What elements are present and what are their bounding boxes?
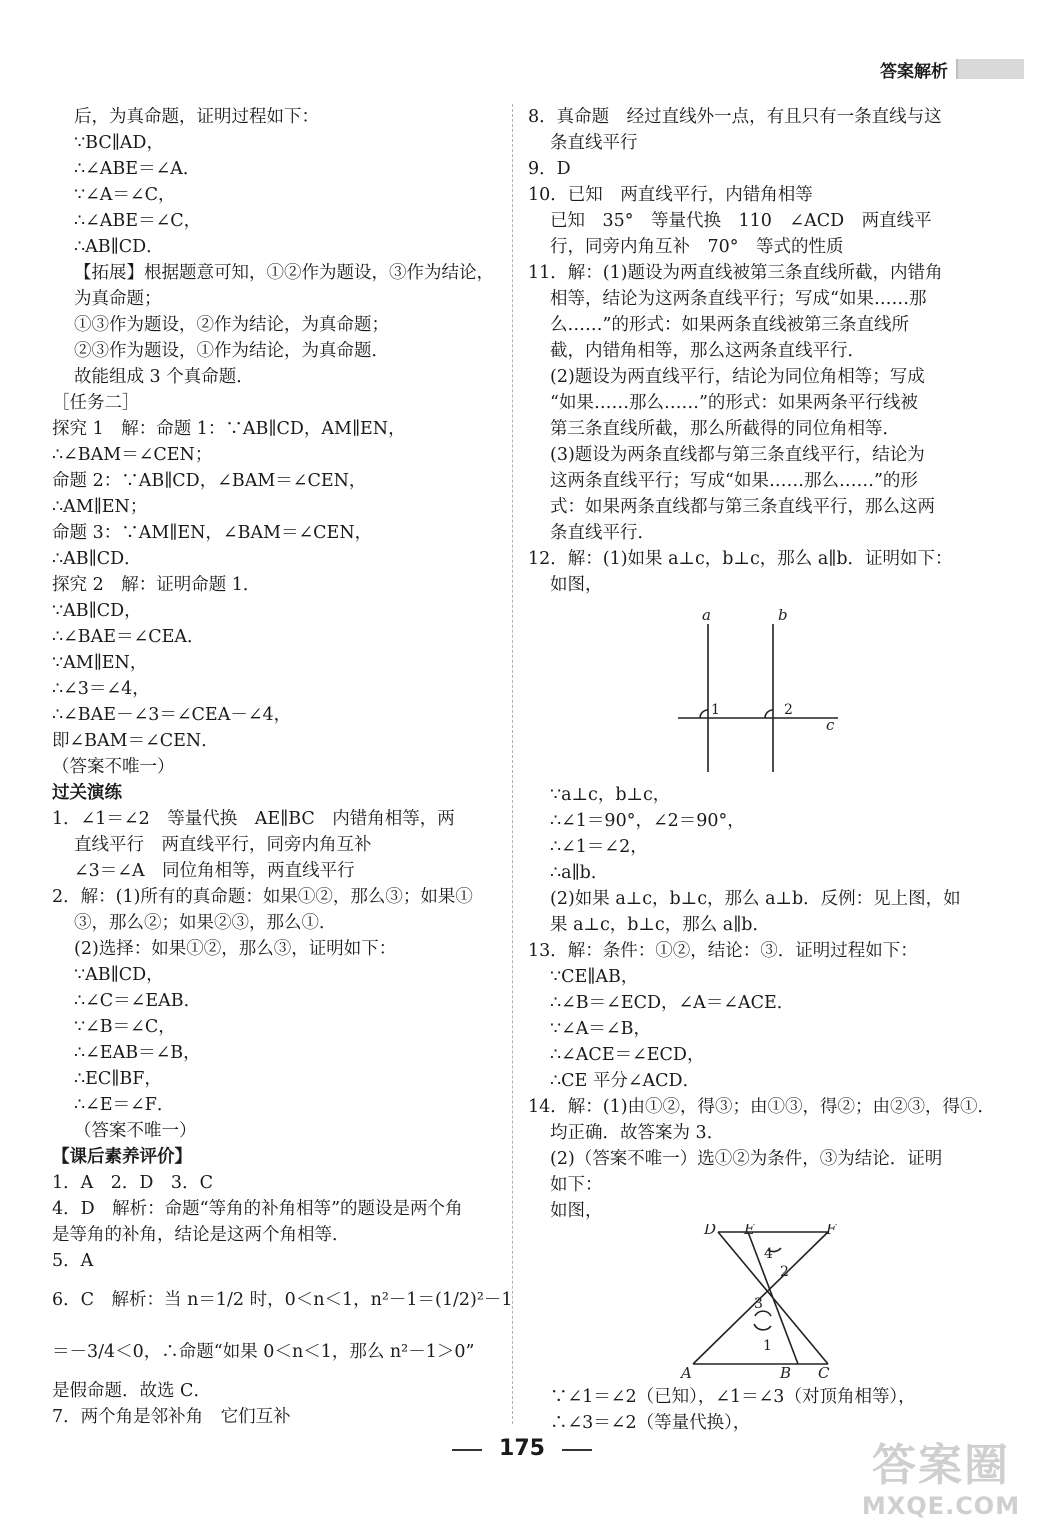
text-line: ∴∠1＝90°，∠2＝90°， xyxy=(550,811,745,831)
text-line: 14．解：(1)由①②，得③；由①③，得②；由②③，得①． xyxy=(528,1097,996,1117)
text-line: 探究 2 解：证明命题 1． xyxy=(52,575,261,595)
right-column xyxy=(528,104,996,1436)
text-line: 果 a⊥c，b⊥c，那么 a∥b． xyxy=(550,915,770,935)
text-line: 7．两个角是邻补角 它们互补 xyxy=(52,1407,291,1427)
text-line: 如下： xyxy=(550,1175,603,1195)
text-line: ∴CE 平分∠ACD． xyxy=(550,1071,701,1091)
fig2-label-F: F xyxy=(826,1224,837,1238)
text-line: (2)题设为两直线平行，结论为同位角相等；写成 xyxy=(550,367,925,387)
text-line: ∵AM∥EN， xyxy=(52,653,148,673)
footer-dash-right xyxy=(562,1449,592,1451)
text-line: “如果……那么……”的形式：如果两条平行线被 xyxy=(550,393,918,413)
text-line: ∵CE∥AB， xyxy=(550,967,639,987)
text-line: ∴a∥b． xyxy=(550,863,609,883)
watermark-url: MXQE.COM xyxy=(861,1492,1021,1520)
fig1-label-b: b xyxy=(778,606,788,624)
text-line: ∵∠A＝∠C， xyxy=(74,185,176,205)
text-line: ∴∠E＝∠F． xyxy=(74,1095,175,1115)
fig1-label-c: c xyxy=(826,716,835,734)
fig2-label-A: A xyxy=(681,1364,692,1382)
text-line: (2)如果 a⊥c，b⊥c，那么 a⊥b．反例：见上图，如 xyxy=(550,889,961,909)
text-line: 6．C 解析：当 n＝1/2 时，0＜n＜1，n²－1＝(1/2)²－1 xyxy=(52,1290,513,1310)
text-line: ∴∠B＝∠ECD，∠A＝∠ACE． xyxy=(550,993,795,1013)
text-line: ∴∠1＝∠2， xyxy=(550,837,648,857)
text-line: 相等，结论为这两条直线平行；写成“如果……那 xyxy=(550,289,927,309)
fig1-angle-2: 2 xyxy=(784,702,793,718)
text-line: (3)题设为两条直线都与第三条直线平行，结论为 xyxy=(550,445,925,465)
text-line: 直线平行 两直线平行，同旁内角互补 xyxy=(74,835,372,855)
text-line: 均正确．故答案为 3． xyxy=(550,1123,725,1143)
section-heading: 【课后素养评价】 xyxy=(52,1147,192,1167)
fig2-label-E: E xyxy=(744,1224,755,1238)
text-line: ∴∠C＝∠EAB． xyxy=(74,991,202,1011)
text-line: ∴∠ABE＝∠A． xyxy=(74,159,201,179)
text-line: 10．已知 两直线平行，内错角相等 xyxy=(528,185,813,205)
text-line: ∴AM∥EN； xyxy=(52,497,148,517)
text-line: 8．真命题 经过直线外一点，有且只有一条直线与这 xyxy=(528,107,942,127)
fig2-label-C: C xyxy=(818,1364,830,1382)
text-line: 1．A 2．D 3．C xyxy=(52,1173,213,1193)
text-line: 2．解：(1)所有的真命题：如果①②，那么③；如果① xyxy=(52,887,473,907)
fig2-label-B: B xyxy=(780,1364,792,1382)
text-line: 12．解：(1)如果 a⊥c，b⊥c，那么 a∥b．证明如下： xyxy=(528,549,953,569)
text-line: ∴∠BAE－∠3＝∠CEA－∠4， xyxy=(52,705,292,725)
text-line: ＝－3/4＜0，∴命题“如果 0＜n＜1，那么 n²－1＞0” xyxy=(52,1342,475,1362)
left-column xyxy=(52,104,513,1430)
text-line: ∴EC∥BF， xyxy=(74,1069,162,1089)
section-heading: ［任务二］ xyxy=(52,393,140,413)
text-line: ∵∠B＝∠C， xyxy=(74,1017,176,1037)
text-line: ①③作为题设，②作为结论，为真命题； xyxy=(74,315,389,335)
header-title: 答案解析 xyxy=(880,61,948,82)
fig2-angle-2: 2 xyxy=(780,1264,789,1280)
text-line: ∵BC∥AD， xyxy=(74,133,164,153)
header-decoration xyxy=(956,59,1024,79)
page-number: 175 xyxy=(499,1436,545,1461)
text-line: 故能组成 3 个真命题． xyxy=(74,367,254,387)
text-line: (2)（答案不唯一）选①②为条件，③为结论．证明 xyxy=(550,1149,943,1169)
text-line: 如图， xyxy=(550,1201,603,1221)
section-heading: 过关演练 xyxy=(52,783,122,803)
text-line: ∴∠BAE＝∠CEA． xyxy=(52,627,205,647)
text-line: （答案不唯一） xyxy=(74,1121,197,1141)
text-line: 1．∠1＝∠2 等量代换 AE∥BC 内错角相等，两 xyxy=(52,809,455,829)
text-line: (2)选择：如果①②，那么③，证明如下： xyxy=(74,939,397,959)
text-line: 行，同旁内角互补 70° 等式的性质 xyxy=(550,237,844,257)
text-line: 命题 3：∵AM∥EN，∠BAM＝∠CEN， xyxy=(52,523,373,543)
text-line: ∵∠1＝∠2（已知），∠1＝∠3（对顶角相等）， xyxy=(550,1387,916,1407)
text-line: 11．解：(1)题设为两直线被第三条直线所截，内错角 xyxy=(528,263,943,283)
text-line: ∴∠BAM＝∠CEN； xyxy=(52,445,213,465)
text-line: 截，内错角相等，那么这两条直线平行． xyxy=(550,341,865,361)
text-line: ∠3＝∠A 同位角相等，两直线平行 xyxy=(74,861,355,881)
text-line: 是等角的补角，结论是这两个角相等． xyxy=(52,1225,350,1245)
text-line: 式：如果两条直线都与第三条直线平行，那么这两 xyxy=(550,497,935,517)
perpendicular-lines-figure xyxy=(528,598,968,782)
fig2-angle-4: 4 xyxy=(764,1246,773,1262)
text-line: ∵a⊥c，b⊥c， xyxy=(550,785,671,805)
geometry-figure xyxy=(528,1224,968,1384)
text-line: ∴AB∥CD． xyxy=(74,237,164,257)
text-line: 9．D xyxy=(528,159,571,179)
text-line: 么……”的形式：如果两条直线被第三条直线所 xyxy=(550,315,909,335)
fig2-label-D: D xyxy=(704,1224,717,1238)
text-line: 第三条直线所截，那么所截得的同位角相等． xyxy=(550,419,900,439)
fig2-angle-3: 3 xyxy=(754,1296,763,1312)
text-line: 条直线平行． xyxy=(550,523,655,543)
text-line: ∴∠3＝∠2（等量代换）， xyxy=(550,1413,751,1433)
text-line: 为真命题； xyxy=(74,289,162,309)
text-line: 5．A xyxy=(52,1251,94,1271)
text-line: 命题 2：∵AB∥CD，∠BAM＝∠CEN， xyxy=(52,471,367,491)
text-line: ∴∠EAB＝∠B， xyxy=(74,1043,201,1063)
text-line: 4．D 解析：命题“等角的补角相等”的题设是两个角 xyxy=(52,1199,463,1219)
text-line: 探究 1 解：命题 1：∵AB∥CD，AM∥EN， xyxy=(52,419,406,439)
text-line: ∴∠ACE＝∠ECD， xyxy=(550,1045,705,1065)
page-header xyxy=(880,56,1024,82)
column-divider xyxy=(512,104,513,1424)
text-line: 是假命题．故选 C． xyxy=(52,1381,211,1401)
text-line: ∴∠ABE＝∠C， xyxy=(74,211,202,231)
text-line: 后，为真命题，证明过程如下： xyxy=(74,107,319,127)
text-line: 条直线平行 xyxy=(550,133,638,153)
text-line: 即∠BAM＝∠CEN． xyxy=(52,731,219,751)
text-line: ∴∠3＝∠4， xyxy=(52,679,150,699)
text-line: ②③作为题设，①作为结论，为真命题． xyxy=(74,341,389,361)
text-line: ∴AB∥CD． xyxy=(52,549,142,569)
text-line: 【拓展】根据题意可知，①②作为题设，③作为结论， xyxy=(74,263,494,283)
fig2-angle-1: 1 xyxy=(763,1338,772,1354)
fig1-angle-1: 1 xyxy=(711,702,720,718)
text-line: （答案不唯一） xyxy=(52,757,175,777)
watermark-text: 答案圈 xyxy=(872,1440,1010,1491)
text-line: ③，那么②；如果②③，那么①． xyxy=(74,913,337,933)
fig1-label-a: a xyxy=(702,606,711,624)
text-line: 已知 35° 等量代换 110 ∠ACD 两直线平 xyxy=(550,211,932,231)
text-line: 这两条直线平行；写成“如果……那么……”的形 xyxy=(550,471,918,491)
watermark-logo xyxy=(856,1440,1026,1528)
text-line: ∵∠A＝∠B， xyxy=(550,1019,651,1039)
text-line: 如图， xyxy=(550,575,603,595)
text-line: ∵AB∥CD， xyxy=(52,601,142,621)
text-line: 13．解：条件：①②，结论：③．证明过程如下： xyxy=(528,941,918,961)
text-line: ∵AB∥CD， xyxy=(74,965,164,985)
